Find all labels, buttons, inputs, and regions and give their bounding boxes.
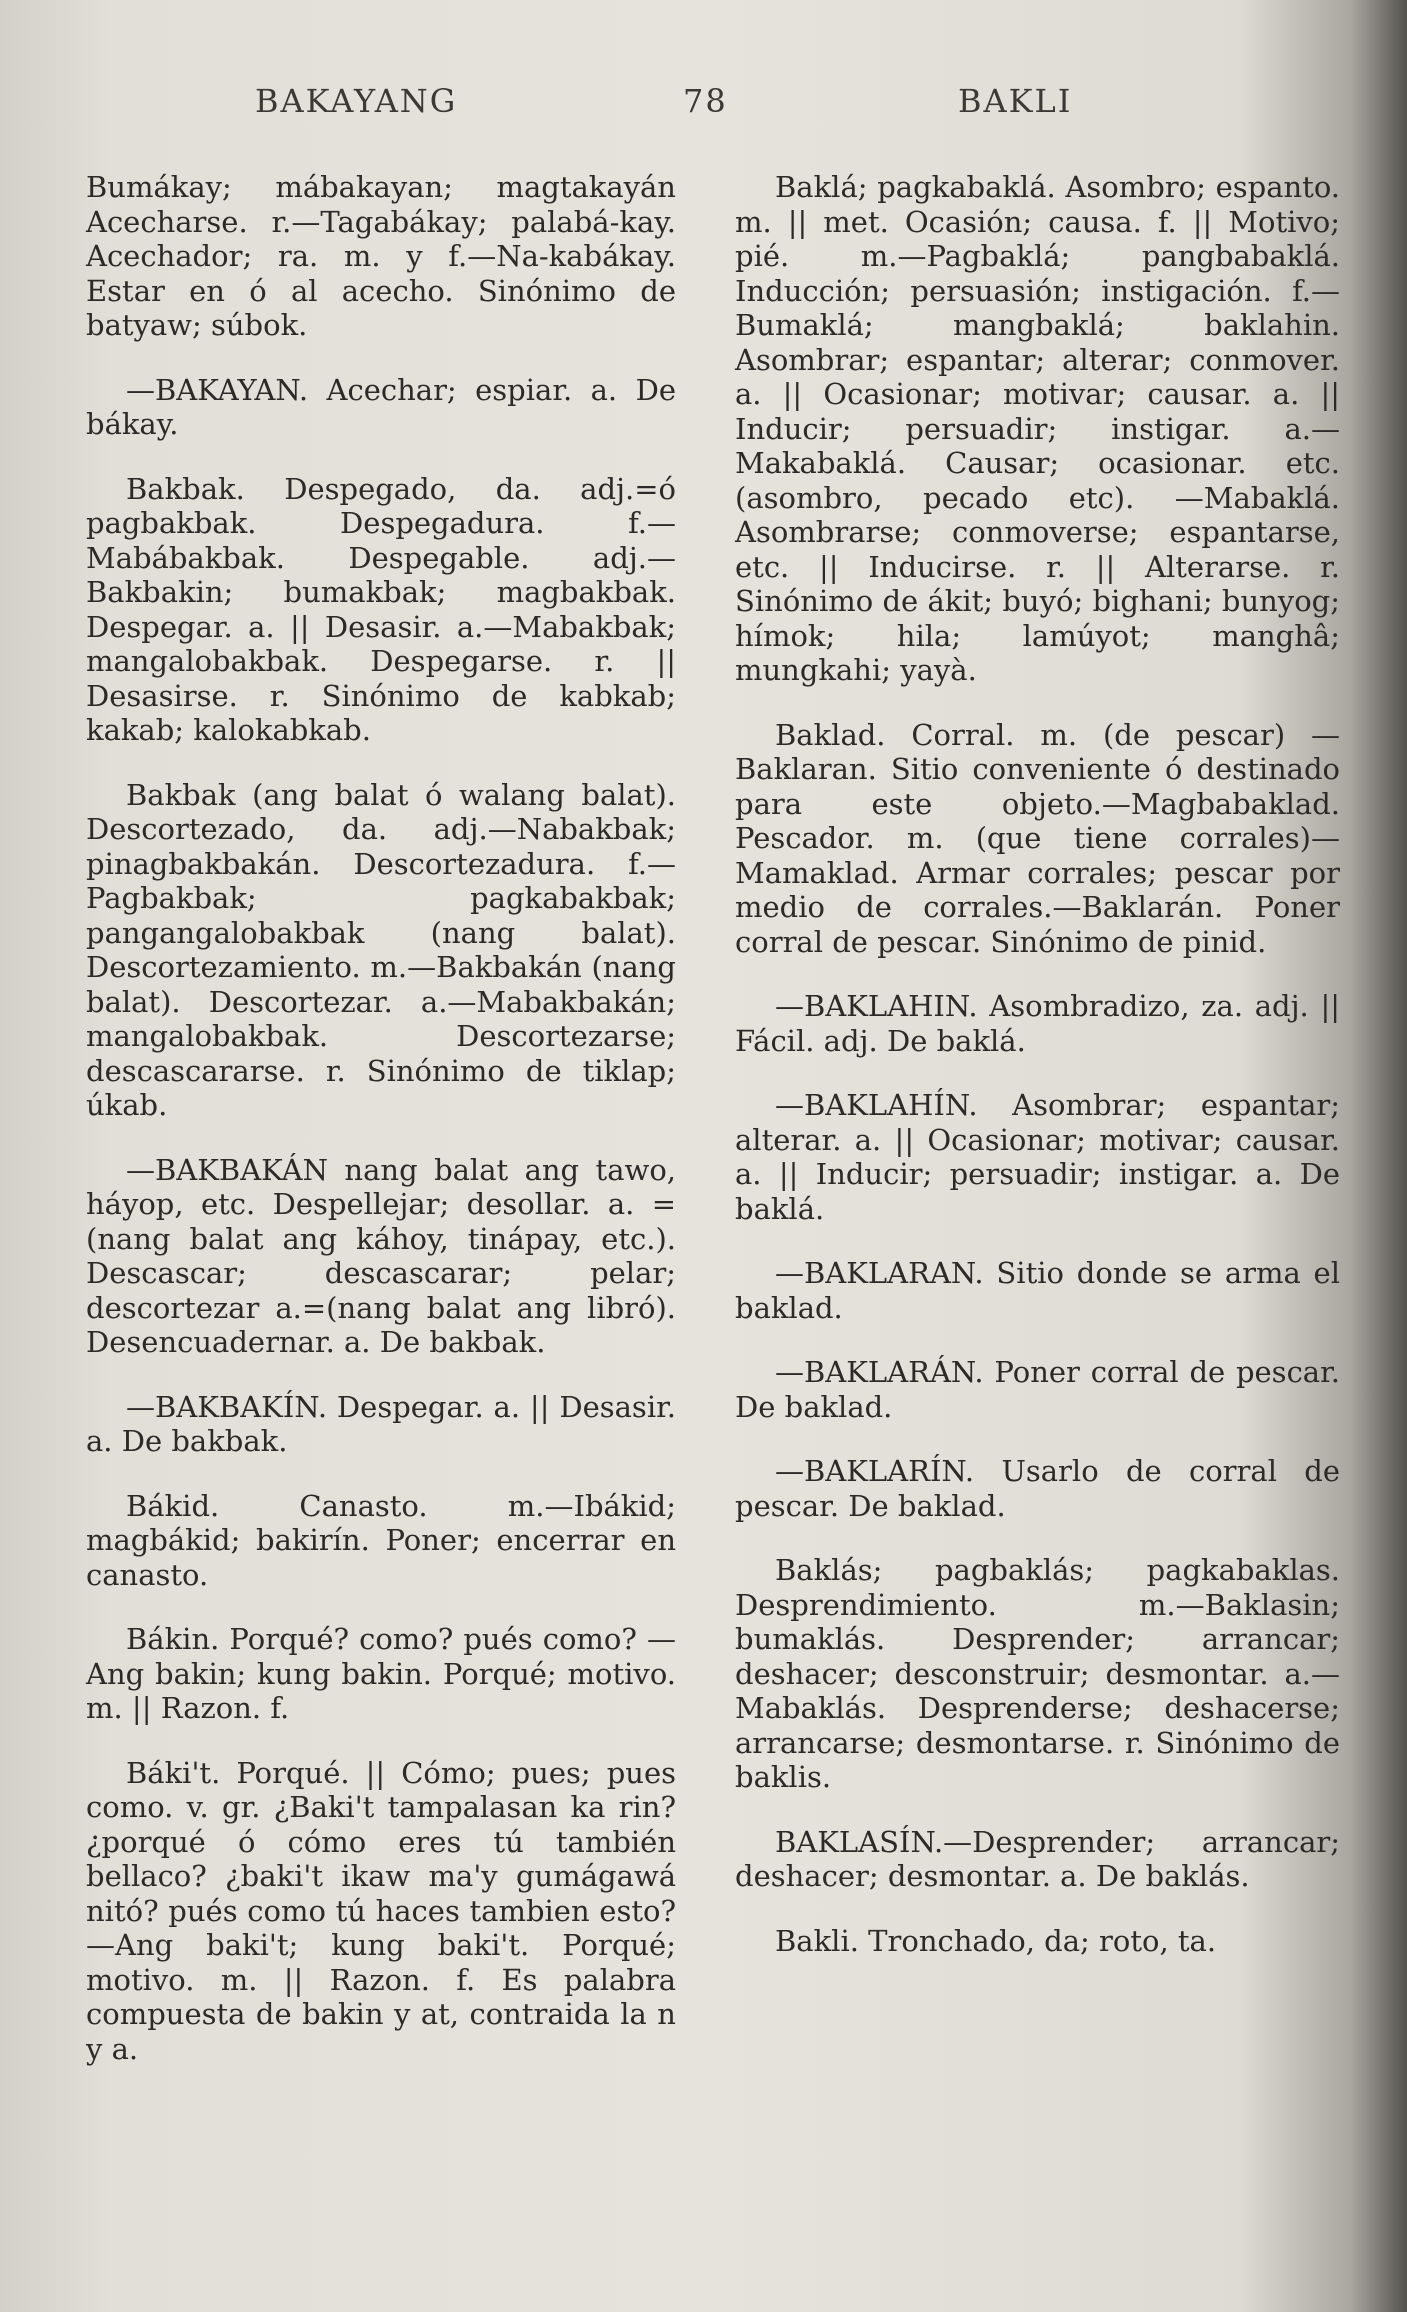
header-last-word: BAKLI [958, 82, 1073, 120]
header-first-word: BAKAYANG [255, 82, 458, 120]
entry-bakbak-2: Bakbak (ang balat ó walang balat). Descortezado, da. adj.—Nabakbak; pinagbakbakán. Descortezadura. f.—Pagbakbak; pagkabakbak; pangangalobakbak (nang balat). Descortezamiento. m.—Bakbakán (nang balat). Descortezar. a.—Mabakbakán; mangalobakbak. Descortezarse; descascararse. r. Sinónimo de tiklap; úkab. [86, 777, 676, 1122]
entry-baklasin: BAKLASÍN.—Desprender; arrancar; deshacer; desmontar. a. De baklás. [735, 1824, 1340, 1893]
left-column [86, 170, 676, 2096]
entry-bakayan: —BAKAYAN. Acechar; espiar. a. De bákay. [86, 372, 676, 441]
entry-baklahin-1: —BAKLAHIN. Asombradizo, za. adj. || Fácil. adj. De baklá. [735, 989, 1340, 1058]
entry-bakla: Baklá; pagkabaklá. Asombro; espanto. m. || met. Ocasión; causa. f. || Motivo; pié. m.—Pagbaklá; pangbabaklá. Inducción; persuasión; instigación. f.—Bumaklá; mangbaklá; baklahin. Asombrar; espantar; alterar; conmover. a. || Ocasionar; motivar; causar. a. || Inducir; persuadir; instigar. a.—Makabaklá. Causar; ocasionar. etc. (asombro, pecado etc). —Mabaklá. Asombrarse; conmoverse; espantarse, etc. || Inducirse. r. || Alterarse. r. Sinónimo de ákit; buyó; bighani; bunyog; hímok; hila; lamúyot; manghâ; mungkahi; yayà. [735, 170, 1340, 687]
entry-baklarin: —BAKLARÍN. Usarlo de corral de pescar. De baklad. [735, 1454, 1340, 1523]
entry-bakay-continuation: Bumákay; mábakayan; magtakayán Acecharse. r.—Tagabákay; palabá-kay. Acechador; ra. m. y f.—Na-kabákay. Estar en ó al acecho. Sinónimo de batyaw; súbok. [86, 170, 676, 342]
entry-baklahin-2: —BAKLAHÍN. Asombrar; espantar; alterar. a. || Ocasionar; motivar; causar. a. || Inducir; persuadir; instigar. a. De baklá. [735, 1088, 1340, 1226]
entry-bakli: Bakli. Tronchado, da; roto, ta. [775, 1923, 1217, 1958]
entry-baklaran-2: —BAKLARÁN. Poner corral de pescar. De baklad. [735, 1355, 1340, 1424]
entry-baklas: Baklás; pagbaklás; pagkabaklas. Desprendimiento. m.—Baklasin; bumaklás. Desprender; arrancar; deshacer; desconstruir; desmontar. a.—Mabaklás. Desprenderse; deshacerse; arrancarse; desmontarse. r. Sinónimo de baklis. [735, 1553, 1340, 1794]
entry-bakbak-1: Bakbak. Despegado, da. adj.=ó pagbakbak. Despegadura. f.—Mabábakbak. Despegable. adj.—Bakbakin; bumakbak; magbakbak. Despegar. a. || Desasir. a.—Mabakbak; mangalobakbak. Despegarse. r. || Desasirse. r. Sinónimo de kabkab; kakab; kalokabkab. [86, 471, 676, 747]
entry-bakbakan: —BAKBAKÁN nang balat ang tawo, háyop, etc. Despellejar; desollar. a. =(nang balat ang káhoy, tinápay, etc.). Descascar; descascarar; pelar; descortezar a.=(nang balat ang libró). Desencuadernar. a. De bakbak. [86, 1152, 676, 1359]
entry-baklaran-1: —BAKLARAN. Sitio donde se arma el baklad. [735, 1256, 1340, 1325]
running-header [0, 82, 1407, 132]
page-number: 78 [683, 82, 728, 120]
entry-bakid: Bákid. Canasto. m.—Ibákid; magbákid; bakirín. Poner; encerrar en canasto. [86, 1488, 676, 1592]
entry-baklad: Baklad. Corral. m. (de pescar) —Baklaran. Sitio conveniente ó destinado para este objeto.—Magbabaklad. Pescador. m. (que tiene corrales)—Mamaklad. Armar corrales; pescar por medio de corrales.—Baklarán. Poner corral de pescar. Sinónimo de pinid. [735, 717, 1340, 959]
entry-bakin: Bákin. Porqué? como? pués como? —Ang bakin; kung bakin. Porqué; motivo. m. || Razon. f. [86, 1622, 676, 1725]
right-column [735, 170, 1340, 1988]
entry-bakbakin: —BAKBAKÍN. Despegar. a. || Desasir. a. De bakbak. [86, 1389, 676, 1458]
entry-bakit: Báki't. Porqué. || Cómo; pues; pues como. v. gr. ¿Baki't tampalasan ka rin? ¿porqué ó cómo eres tú también bellaco? ¿baki't ikaw ma'y gumágawá nitó? pués como tú haces tambien esto?—Ang baki't; kung baki't. Porqué; motivo. m. || Razon. f. Es palabra compuesta de bakin y at, contraida la n y a. [86, 1755, 676, 2066]
